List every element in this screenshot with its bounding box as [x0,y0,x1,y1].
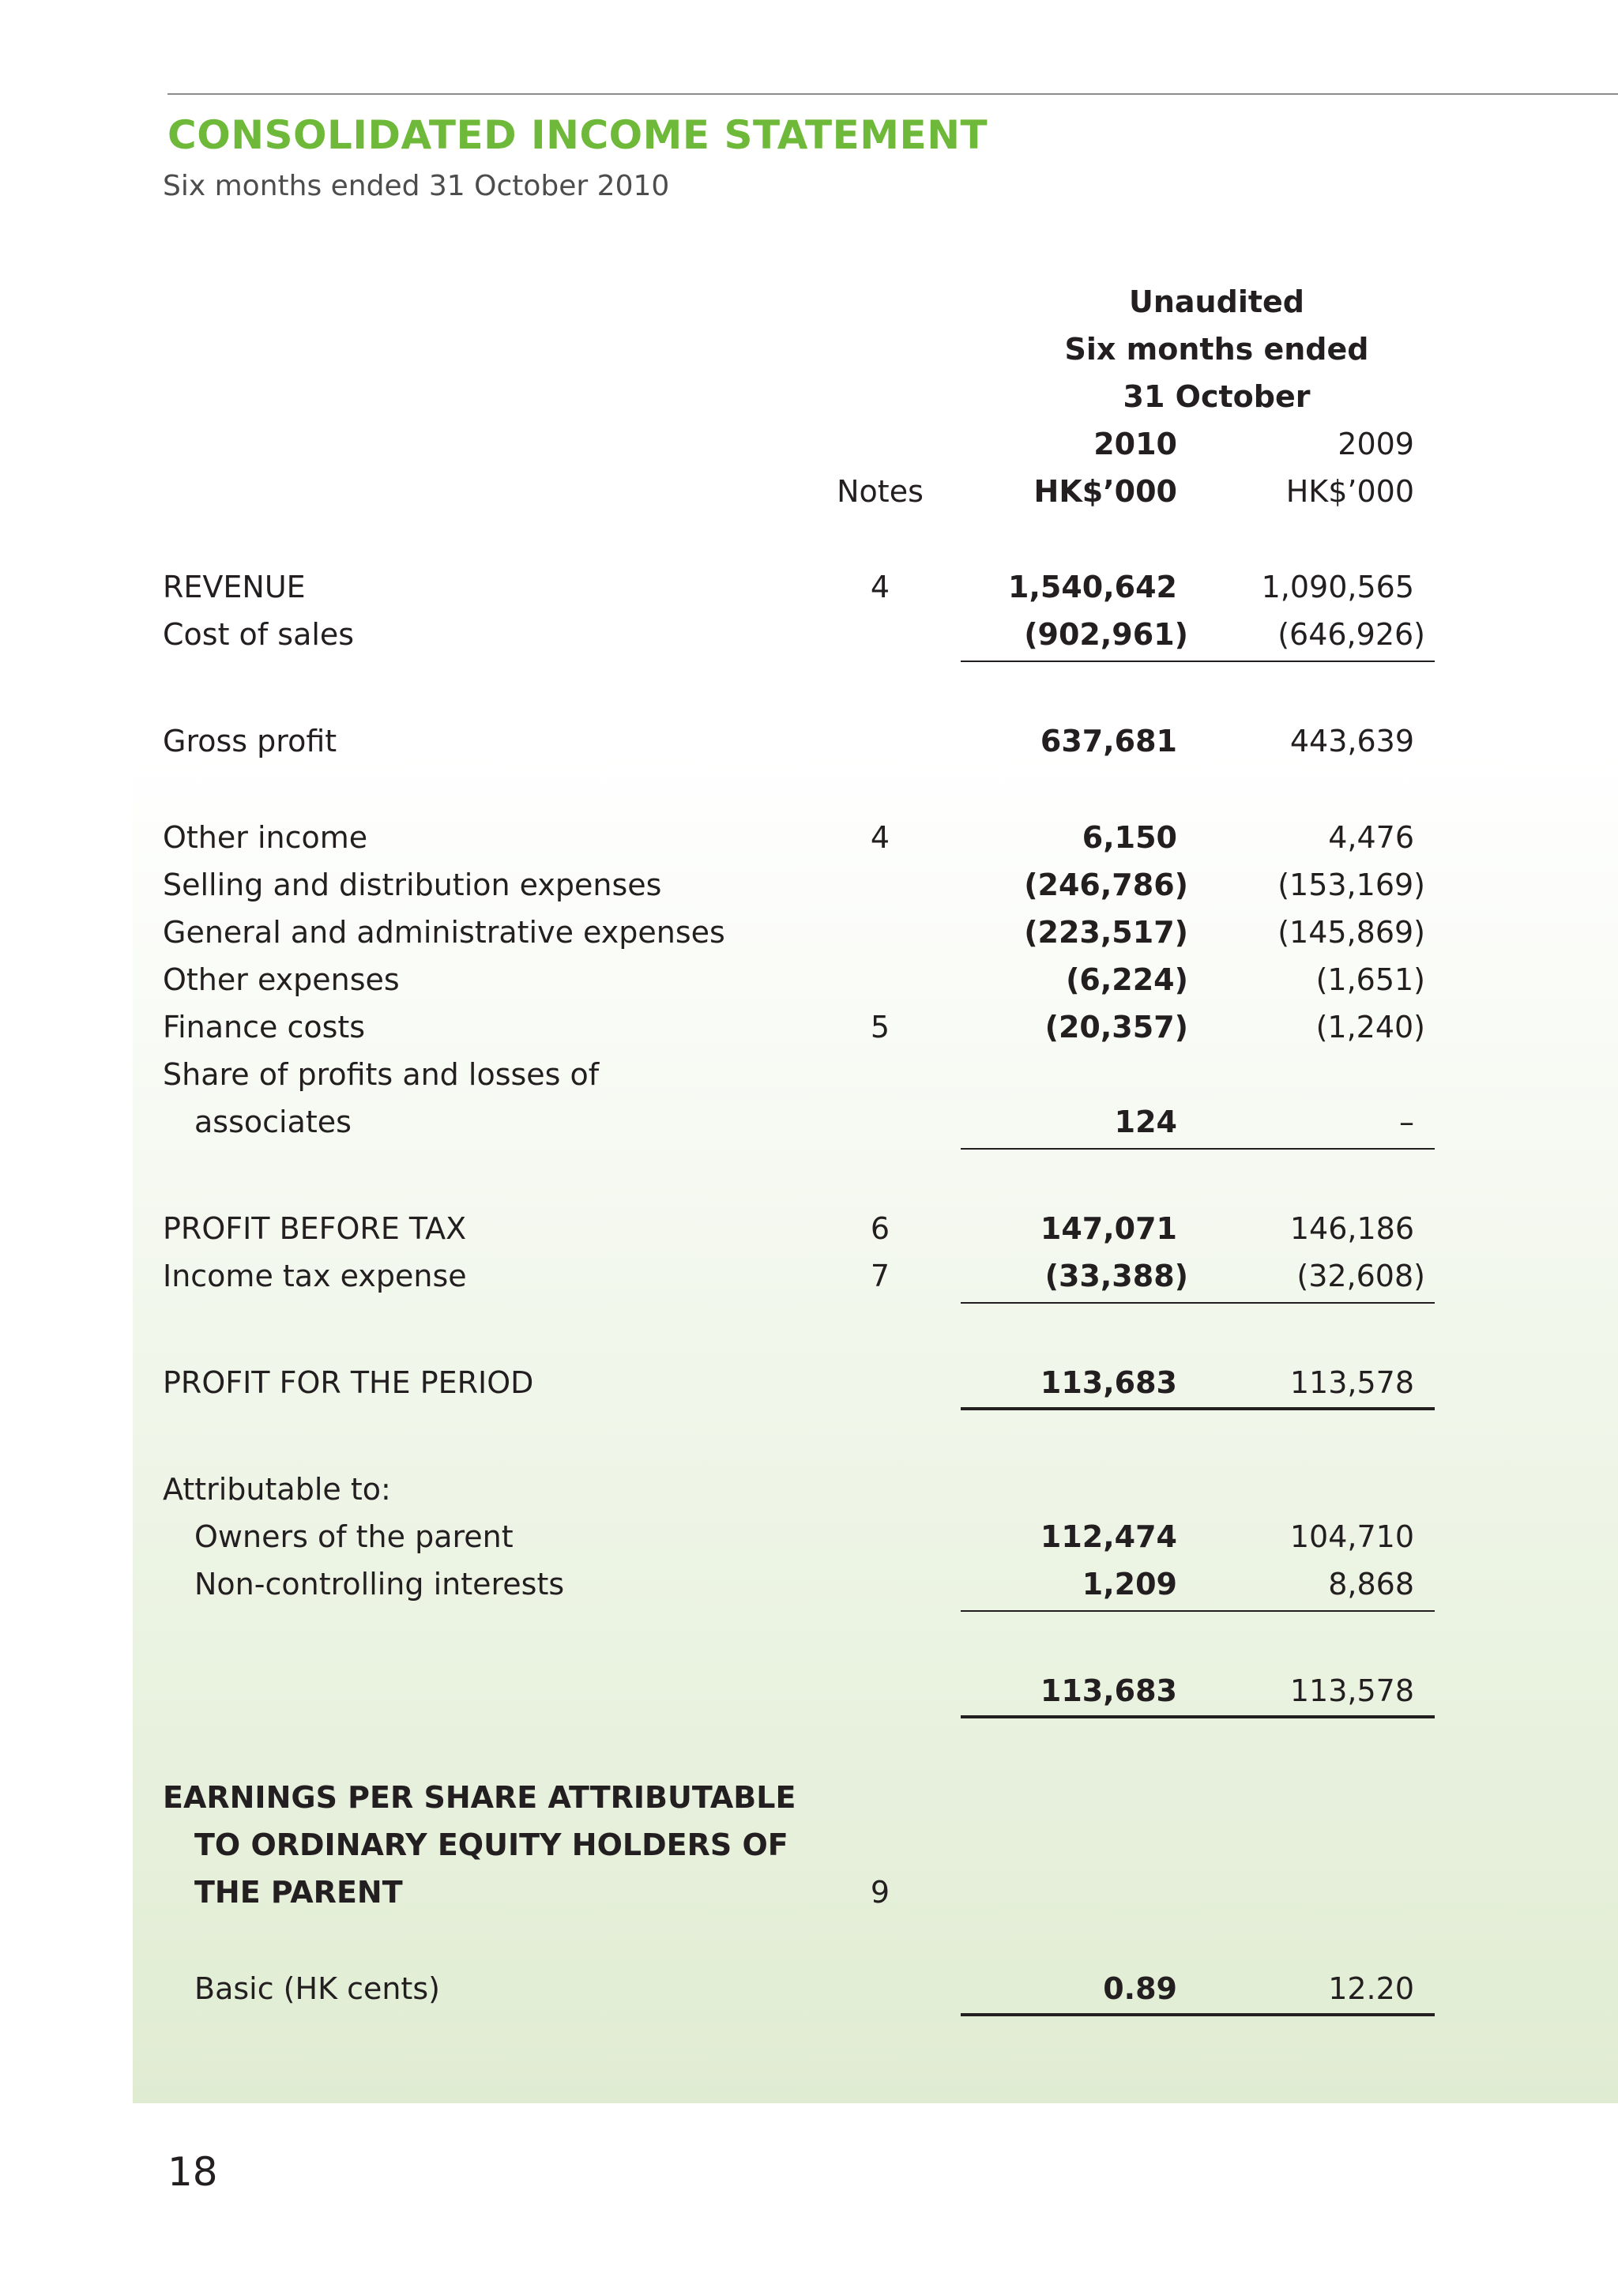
header-unit-current: HK$’000 [1033,474,1177,509]
header-notes: Notes [837,474,924,509]
table-row-other-income: Other income 4 6,150 4,476 [0,814,1618,861]
table-row-selling-expenses [0,861,1618,909]
row-value-2010: 637,681 [1040,724,1177,758]
table-row-other-expenses [0,956,1618,1003]
subtotal-rule [961,661,1435,662]
table-row-finance-costs: Finance costs 5 (20,357) (1,240) [0,1003,1618,1051]
row-label: Basic (HK cents) [194,1971,440,2006]
row-label: Owners of the parent [194,1519,514,1554]
total-rule [961,2013,1435,2016]
row-value-2009: 113,578 [1289,1365,1414,1400]
header-year-current: 2010 [1093,427,1177,461]
row-label: Attributable to: [163,1472,391,1507]
table-row-share-of-profits [0,1051,1618,1098]
row-value-2009: 4,476 [1328,820,1414,855]
row-value-2009: (145,869) [1277,915,1425,950]
row-value-2009: 146,186 [1289,1211,1414,1246]
page-title: CONSOLIDATED INCOME STATEMENT [167,112,988,158]
row-value-2009: (153,169) [1277,868,1425,902]
table-row-revenue: REVENUE 4 1,540,642 1,090,565 [0,563,1618,611]
row-value-2010: 1,209 [1082,1567,1177,1602]
top-rule [167,93,1618,95]
row-value-2010: 0.89 [1103,1971,1177,2006]
row-value-2009: 113,578 [1289,1673,1414,1708]
table-row-associates [0,1098,1618,1146]
row-label: PROFIT BEFORE TAX [163,1211,467,1246]
row-value-2010: 112,474 [1040,1519,1177,1554]
total-rule [961,1407,1435,1410]
row-value-2009: (1,651) [1315,962,1425,997]
row-value-2010: 1,540,642 [1008,570,1177,604]
row-label: TO ORDINARY EQUITY HOLDERS OF [194,1827,788,1862]
row-label: associates [194,1105,352,1139]
row-label: Share of profits and losses of [163,1057,600,1092]
row-label: Cost of sales [163,617,355,652]
table-row-profit-before-tax: PROFIT BEFORE TAX 6 147,071 146,186 [0,1205,1618,1252]
row-value-2010: 147,071 [1040,1211,1177,1246]
row-label: Other expenses [163,962,400,997]
subtotal-rule [961,1610,1435,1612]
table-row-owners [0,1513,1618,1560]
row-value-2010: (902,961) [1024,617,1188,652]
row-label: THE PARENT [194,1875,403,1910]
row-value-2010: (246,786) [1024,868,1188,902]
subtotal-rule [961,1148,1435,1150]
page-number: 18 [167,2149,218,2195]
row-label: EARNINGS PER SHARE ATTRIBUTABLE [163,1780,796,1815]
header-audit-status: Unaudited [1129,284,1304,319]
row-value-2009: 12.20 [1328,1971,1414,2006]
row-value-2010: 6,150 [1082,820,1177,855]
row-label: Finance costs [163,1010,366,1044]
total-rule [961,1715,1435,1718]
table-row-cost-of-sales [0,611,1618,658]
table-row-eps-heading-2 [0,1821,1618,1869]
row-value-2010: 124 [1114,1105,1177,1139]
row-value-2010: 113,683 [1040,1365,1177,1400]
row-value-2010: (223,517) [1024,915,1188,950]
row-label: Selling and distribution expenses [163,868,662,902]
row-label: Income tax expense [163,1259,467,1293]
table-row-attributable-total [0,1667,1618,1714]
row-label: Gross profit [163,724,337,758]
row-value-2009: 443,639 [1289,724,1414,758]
row-value-2009: 104,710 [1289,1519,1414,1554]
table-row-non-controlling [0,1560,1618,1608]
table-row-basic-eps [0,1965,1618,2012]
row-value-2010: (20,357) [1044,1010,1188,1044]
table-row-eps-heading-1 [0,1774,1618,1821]
row-value-2009: 8,868 [1328,1567,1414,1602]
header-unit-prior: HK$’000 [1285,474,1414,509]
row-value-2009: (1,240) [1315,1010,1425,1044]
header-period-line1: Six months ended [1064,332,1369,367]
table-row-income-tax: Income tax expense 7 (33,388) (32,608) [0,1252,1618,1300]
row-value-2009: 1,090,565 [1261,570,1414,604]
table-row-admin-expenses [0,909,1618,956]
row-value-2009: (32,608) [1296,1259,1425,1293]
row-label: REVENUE [163,570,306,604]
row-label: Other income [163,820,368,855]
row-value-2009: (646,926) [1277,617,1425,652]
header-year-prior: 2009 [1338,427,1414,461]
row-value-2010: 113,683 [1040,1673,1177,1708]
page-subtitle: Six months ended 31 October 2010 [163,170,670,202]
header-period-line2: 31 October [1123,379,1311,414]
row-value-2010: (6,224) [1066,962,1188,997]
row-value-2010: (33,388) [1044,1259,1188,1293]
table-row-attributable-to [0,1466,1618,1513]
table-row-gross-profit [0,717,1618,765]
row-value-2009: – [1399,1105,1414,1139]
row-label: General and administrative expenses [163,915,725,950]
row-label: Non-controlling interests [194,1567,565,1602]
table-row-eps-heading-3: THE PARENT 9 [0,1869,1618,1916]
table-row-profit-for-period [0,1359,1618,1406]
subtotal-rule [961,1302,1435,1304]
row-label: PROFIT FOR THE PERIOD [163,1365,534,1400]
